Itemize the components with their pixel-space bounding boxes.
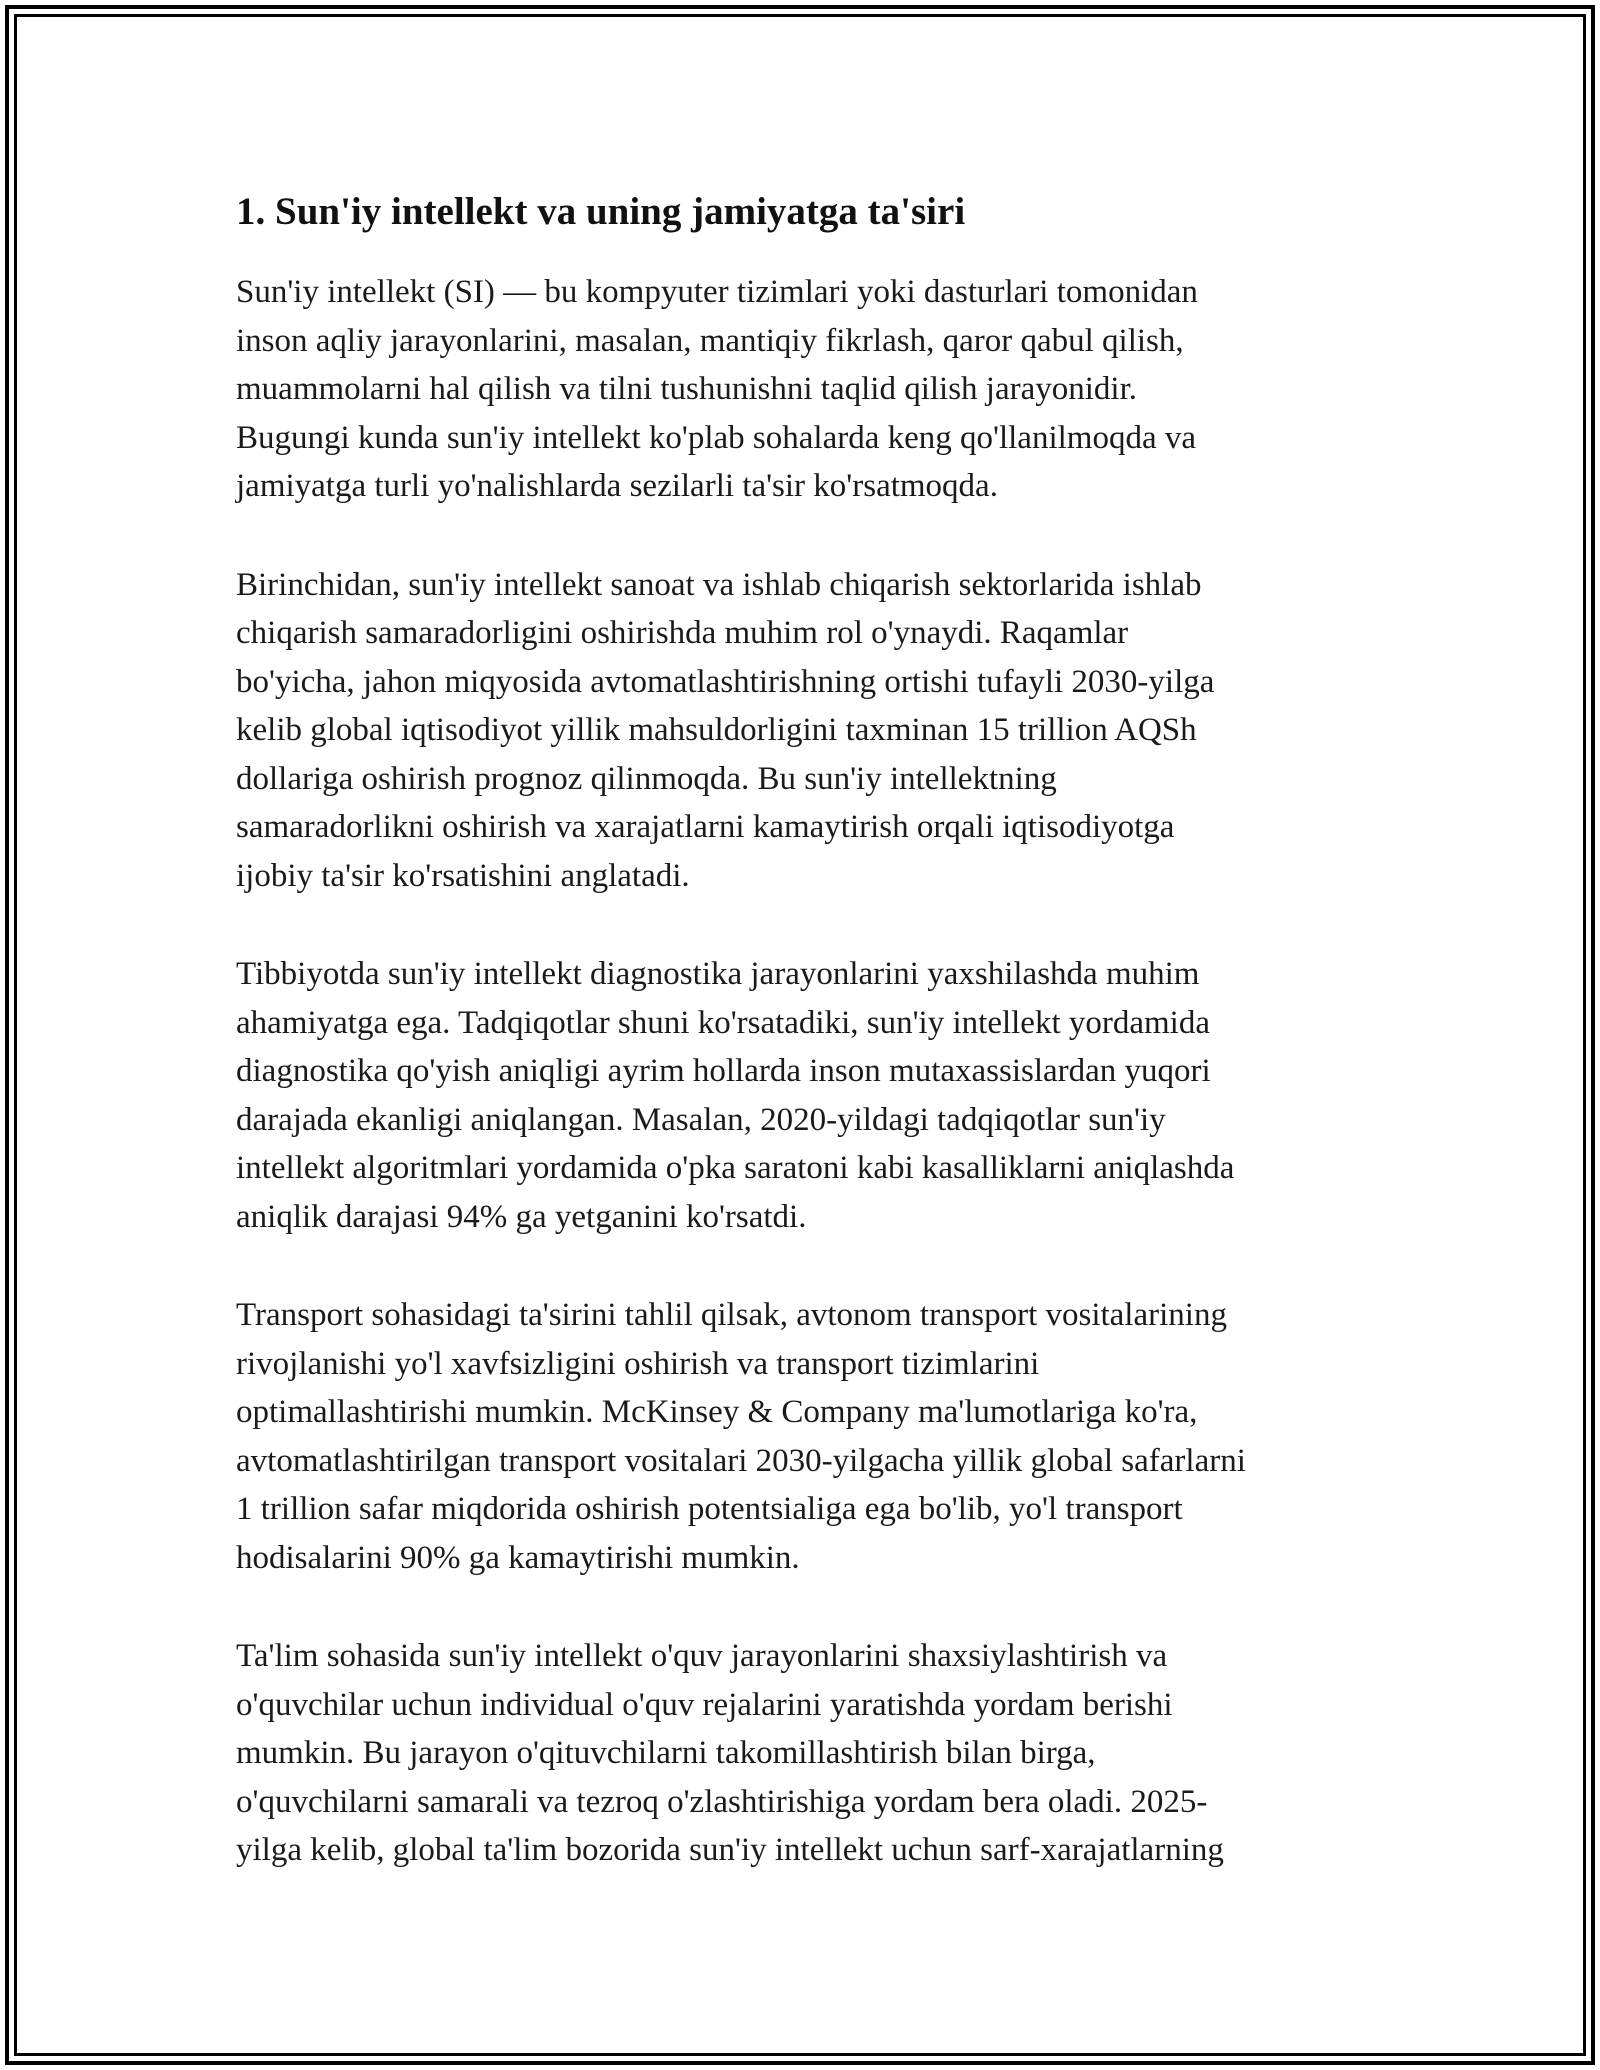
- paragraph-education: Ta'lim sohasida sun'iy intellekt o'quv jarayonlarini shaxsiylashtirish va o'quvchilar uchun individual o'quv rejalarini yaratishda yordam berishi mumkin. Bu jarayon o'qituvchilarni takomillashtirish bilan birga, o'quvchilarni samarali va tezroq o'zlashtirishiga yordam bera oladi. 2025- yilga kelib, global ta'lim bozorida sun'iy intellekt uchun sarf-xarajatlarning: [236, 1638, 1224, 1868]
- paragraph-medicine: Tibbiyotda sun'iy intellekt diagnostika jarayonlarini yaxshilashda muhim ahamiyatga ega. Tadqiqotlar shuni ko'rsatadiki, sun'iy intellekt yordamida diagnostika qo'yish aniqligi ayrim hollarda inson mutaxassislardan yuqori darajada ekanligi aniqlangan. Masalan, 2020-yildagi tadqiqotlar sun'iy intellekt algoritmlari yordamida o'pka saratoni kabi kasalliklarni aniqlashda aniqlik darajasi 94% ga yetganini ko'rsatdi.: [236, 956, 1235, 1235]
- document-body: [236, 186, 1366, 1925]
- paragraph-definition: Sun'iy intellekt (SI) — bu kompyuter tizimlari yoki dasturlari tomonidan inson aqliy jarayonlarini, masalan, mantiqiy fikrlash, qaror qabul qilish, muammolarni hal qilish va tilni tushunishni taqlid qilish jarayonidir. Bugungi kunda sun'iy intellekt ko'plab sohalarda keng qo'llanilmoqda va jamiyatga turli yo'nalishlarda sezilarli ta'sir ko'rsatmoqda.: [236, 274, 1198, 504]
- paragraph-industry: Birinchidan, sun'iy intellekt sanoat va ishlab chiqarish sektorlarida ishlab chiqarish samaradorligini oshirishda muhim rol o'ynaydi. Raqamlar bo'yicha, jahon miqyosida avtomatlashtirishning ortishi tufayli 2030-yilga kelib global iqtisodiyot yillik mahsuldorligini taxminan 15 trillion AQSh dollariga oshirish prognoz qilinmoqda. Bu sun'iy intellektning samaradorlikni oshirish va xarajatlarni kamaytirish orqali iqtisodiyotga ijobiy ta'sir ko'rsatishini anglatadi.: [236, 566, 1215, 894]
- paragraph-transport: Transport sohasidagi ta'sirini tahlil qilsak, avtonom transport vositalarining rivojlanishi yo'l xavfsizligini oshirish va transport tizimlarini optimallashtirishi mumkin. McKinsey & Company ma'lumotlariga ko'ra, avtomatlashtirilgan transport vositalari 2030-yilgacha yillik global safarlarni 1 trillion safar miqdorida oshirish potentsialiga ega bo'lib, yo'l transport hodisalarini 90% ga kamaytirishi mumkin.: [236, 1297, 1246, 1576]
- section-title: 1. Sun'iy intellekt va uning jamiyatga ta'siri: [236, 190, 966, 233]
